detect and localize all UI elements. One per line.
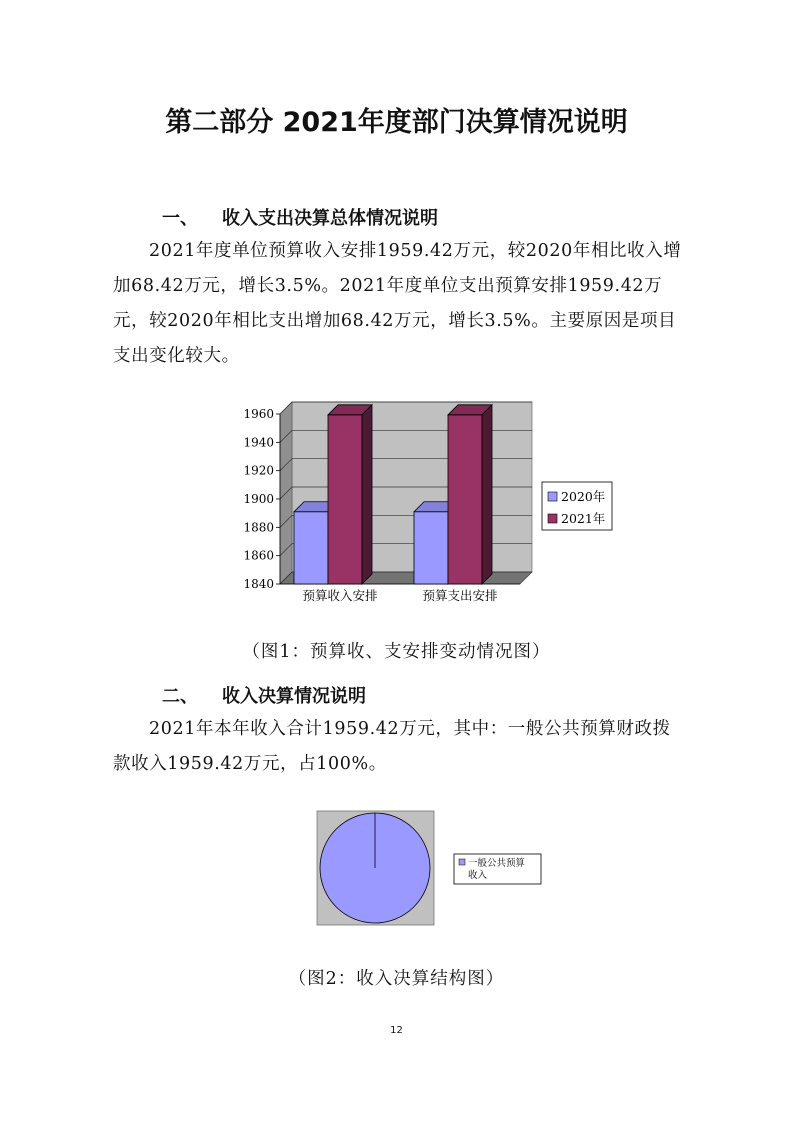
x-category-label: 预算支出安排 bbox=[422, 588, 498, 603]
x-category-label: 预算收入安排 bbox=[302, 588, 378, 603]
legend-label: 2021年 bbox=[561, 511, 606, 526]
legend-swatch bbox=[459, 859, 465, 865]
legend-label: 收入 bbox=[468, 870, 488, 881]
bar-front bbox=[294, 512, 328, 584]
bar-front bbox=[328, 415, 362, 584]
section-2-number: 二、 bbox=[162, 686, 198, 707]
figure-1-caption: （图1：预算收、支安排变动情况图） bbox=[242, 642, 551, 662]
bar-side bbox=[482, 405, 492, 584]
y-tick-label: 1860 bbox=[243, 548, 274, 563]
page-title: 第二部分 2021年度部门决算情况说明 bbox=[165, 107, 628, 138]
section-1-number: 一、 bbox=[162, 208, 198, 229]
section-1-paragraph: 2021年度单位预算收入安排1959.42万元，较2020年相比收入增加68.42万元，增长3.5%。2021年度单位支出预算安排1959.42万元，较2020年相比支出增加68.42万元，增长3.5%。主要原因是项目支出变化较大。 bbox=[113, 241, 682, 366]
section-2-title: 收入决算情况说明 bbox=[222, 686, 366, 707]
section-2-paragraph: 2021年本年收入合计1959.42万元，其中：一般公共预算财政拨款收入1959.42万元，占100%。 bbox=[113, 719, 671, 774]
y-tick-label: 1960 bbox=[243, 407, 274, 421]
bar-front bbox=[448, 415, 482, 584]
legend-swatch bbox=[548, 492, 557, 501]
bar-front bbox=[414, 512, 448, 584]
section-1-title: 收入支出决算总体情况说明 bbox=[222, 208, 438, 229]
bar-chart bbox=[228, 400, 648, 615]
section-2-heading bbox=[162, 682, 366, 708]
y-tick-label: 1840 bbox=[243, 577, 274, 591]
y-tick-label: 1940 bbox=[243, 435, 274, 450]
page-number: 12 bbox=[390, 1025, 403, 1036]
section-1-heading bbox=[162, 204, 438, 230]
bar-chart-legend bbox=[542, 482, 612, 530]
y-tick-label: 1920 bbox=[243, 463, 274, 478]
legend-swatch bbox=[548, 514, 557, 523]
legend-label: 一般公共预算 bbox=[468, 858, 526, 869]
pie-chart-legend bbox=[454, 854, 541, 884]
legend-label: 2020年 bbox=[561, 489, 606, 504]
bar-side bbox=[362, 405, 372, 584]
figure-2-caption: （图2：收入决算结构图） bbox=[288, 969, 505, 989]
y-tick-label: 1880 bbox=[243, 520, 274, 535]
pie-chart bbox=[300, 800, 560, 930]
y-tick-label: 1900 bbox=[243, 492, 274, 506]
